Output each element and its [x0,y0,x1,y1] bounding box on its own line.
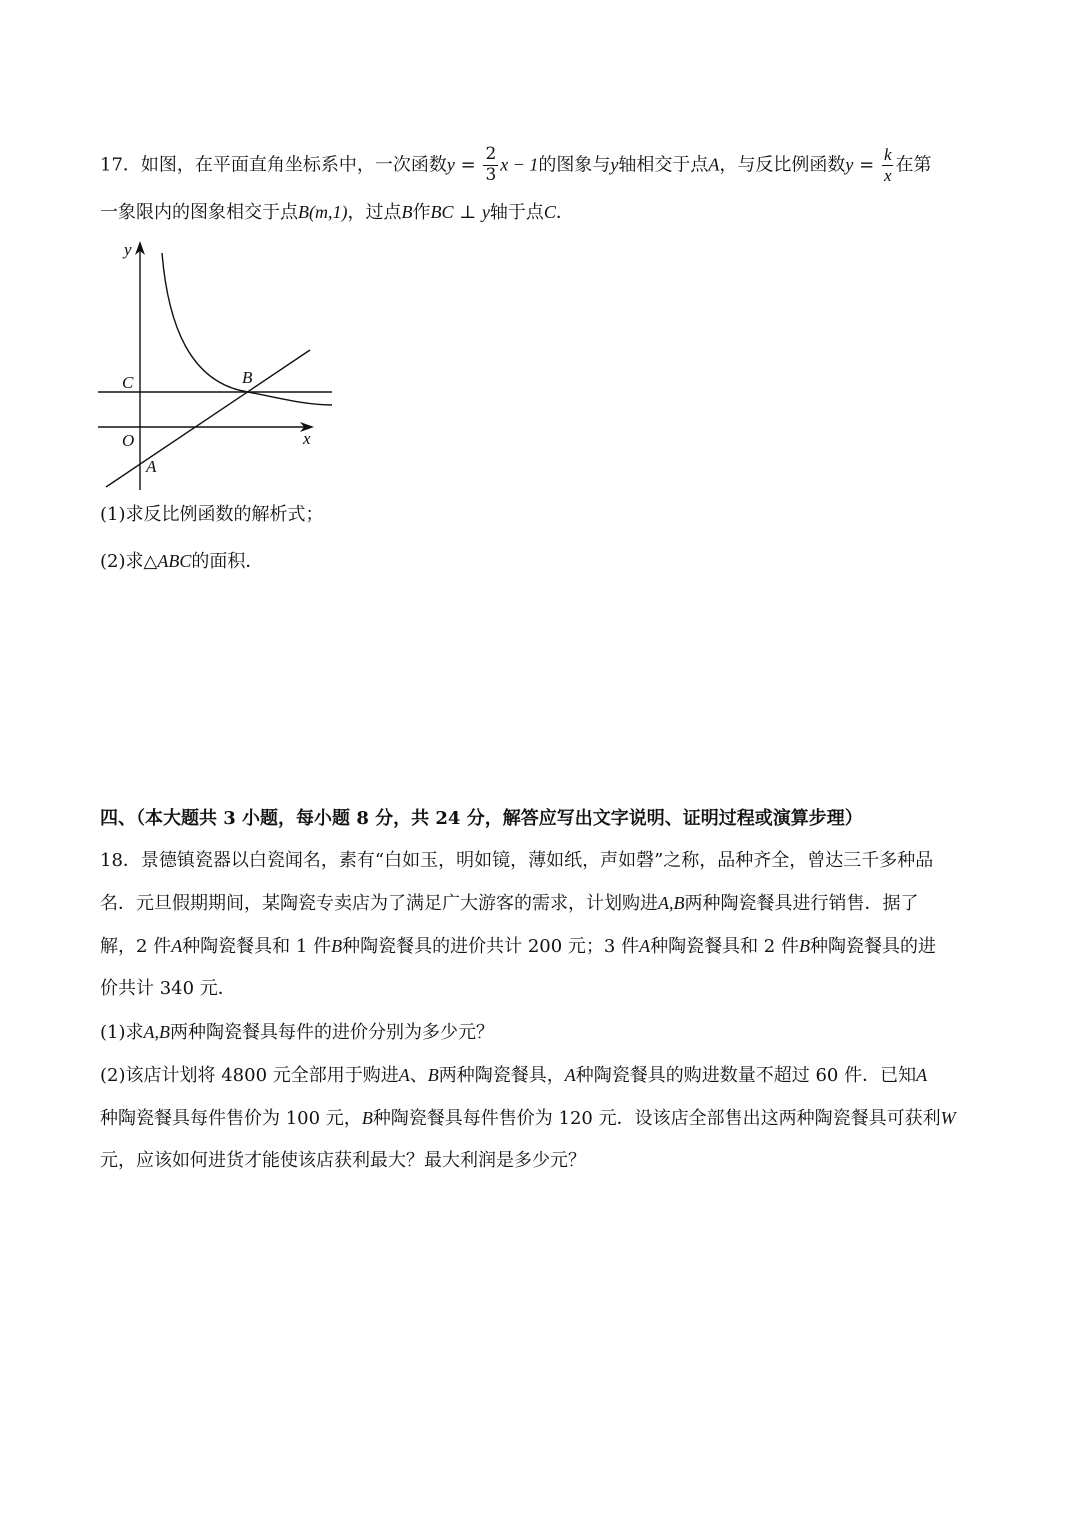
label-b: B [242,368,253,387]
q17-text: 作 [412,202,431,223]
math-var: ABC [157,551,192,571]
q18-text: 种陶瓷餐具的进价共计 200 元；3 件 [342,936,640,957]
math-var: A [398,1065,410,1085]
q18-line1 [100,852,933,870]
q18-sub2-line3 [100,1152,586,1170]
math-var: A [564,1065,576,1085]
math-var: y [845,154,854,175]
q18-text: 元，应该如何进货才能使该店获利最大？最大利润是多少元？ [100,1150,586,1171]
label-a: A [146,457,157,476]
q18-text: 种陶瓷餐具每件售价为 120 元．设该店全部售出这两种陶瓷餐具可获利 [372,1108,941,1129]
q17-text: ，与反比例函数 [719,154,846,176]
q18-line4 [100,980,236,998]
q18-sub2-line2 [100,1109,956,1128]
math-var: C [543,202,556,222]
section-heading-text: 四、（本大题共 3 小题，每小题 8 分，共 24 分，解答应写出文字说明、证明过程或演算步理） [100,808,863,829]
label-o: O [122,431,135,450]
math-var: B [427,1065,439,1085]
math-var: A [916,1065,928,1085]
q17-text: ，过点 [347,202,402,223]
math-var: A [708,154,720,175]
fraction-two-thirds [483,146,498,185]
q17-text: 在第 [895,154,932,176]
q17-text: 轴相交于点 [618,154,709,176]
math-op: = [853,154,880,176]
section-heading [100,810,863,828]
math-op: = [454,154,482,176]
math-var: y [610,154,619,175]
q18-text: 种陶瓷餐具的购进数量不超过 60 件．已知 [575,1065,917,1086]
fraction-denominator: x [883,165,892,185]
q17-sub2 [100,552,263,571]
q18-text: 18．景德镇瓷器以白瓷闻名，素有“白如玉，明如镜，薄如纸，声如磬”之称，品种齐全，曾达三千多种品 [100,850,934,871]
q18-text: 两种陶瓷餐具进行销售．据了 [684,893,919,914]
math-var: B [298,202,309,222]
q18-text: 种陶瓷餐具和 1 件 [182,936,332,957]
q17-figure [90,235,350,500]
q18-text: 名．元旦假期期间，某陶瓷专卖店为了满足广大游客的需求，计划购进 [100,893,658,914]
q18-text: (1)求 [100,1022,144,1043]
linear-function-line [106,350,310,487]
label-y: y [124,240,132,259]
q18-text: 两种陶瓷餐具每件的进价分别为多少元？ [170,1022,494,1043]
math-var: A [171,936,183,956]
math-var: B [798,936,810,956]
q17-sub2-text: (2)求△ [100,551,158,572]
q17-sub2-text: 的面积． [191,551,264,572]
math-var: y [446,154,455,175]
fraction-denominator: 3 [485,164,497,185]
math-var: B [361,1108,373,1128]
q17-text: 17．如图，在平面直角坐标系中，一次函数 [100,154,447,176]
q18-text: 解，2 件 [100,936,172,957]
q17-sub1-text: (1)求反比例函数的解析式； [100,504,324,525]
q18-text: 两种陶瓷餐具， [438,1065,565,1086]
q18-line3 [100,937,936,956]
q18-sub2-line1 [100,1066,927,1085]
q18-text: 种陶瓷餐具每件售价为 100 元， [100,1108,362,1129]
q17-text: 一象限内的图象相交于点 [100,202,298,223]
q18-text: 价共计 340 元． [100,978,236,999]
q17-text: ． [555,202,574,223]
math-expr: (m,1) [309,202,348,222]
math-var: y [481,202,490,222]
q18-text: 种陶瓷餐具的进 [809,936,936,957]
q17-statement-line2 [100,203,574,222]
math-var: B [401,202,413,222]
q18-text: 、 [409,1065,428,1086]
q17-text: 轴于点 [489,202,544,223]
fraction-numerator: 2 [485,144,497,164]
math-var: BC [430,202,454,222]
math-var: A [639,936,651,956]
q18-text: 种陶瓷餐具和 2 件 [650,936,799,957]
fraction-numerator: k [883,145,892,164]
q17-text: 的图象与 [538,154,611,176]
q18-sub1 [100,1023,494,1042]
math-var: B [331,936,343,956]
math-var: A,B [658,893,685,913]
label-x: x [303,429,311,448]
math-var: A,B [143,1022,170,1042]
q18-text: (2)该店计划将 4800 元全部用于购进 [100,1065,399,1086]
fraction-k-over-x [882,146,894,185]
label-c: C [122,373,134,392]
math-op: ⊥ [453,202,482,223]
math-var: W [940,1108,956,1128]
q17-statement-line1 [100,146,931,185]
math-expr: x − 1 [500,154,539,175]
q17-sub1 [100,506,324,524]
q18-line2 [100,894,919,913]
